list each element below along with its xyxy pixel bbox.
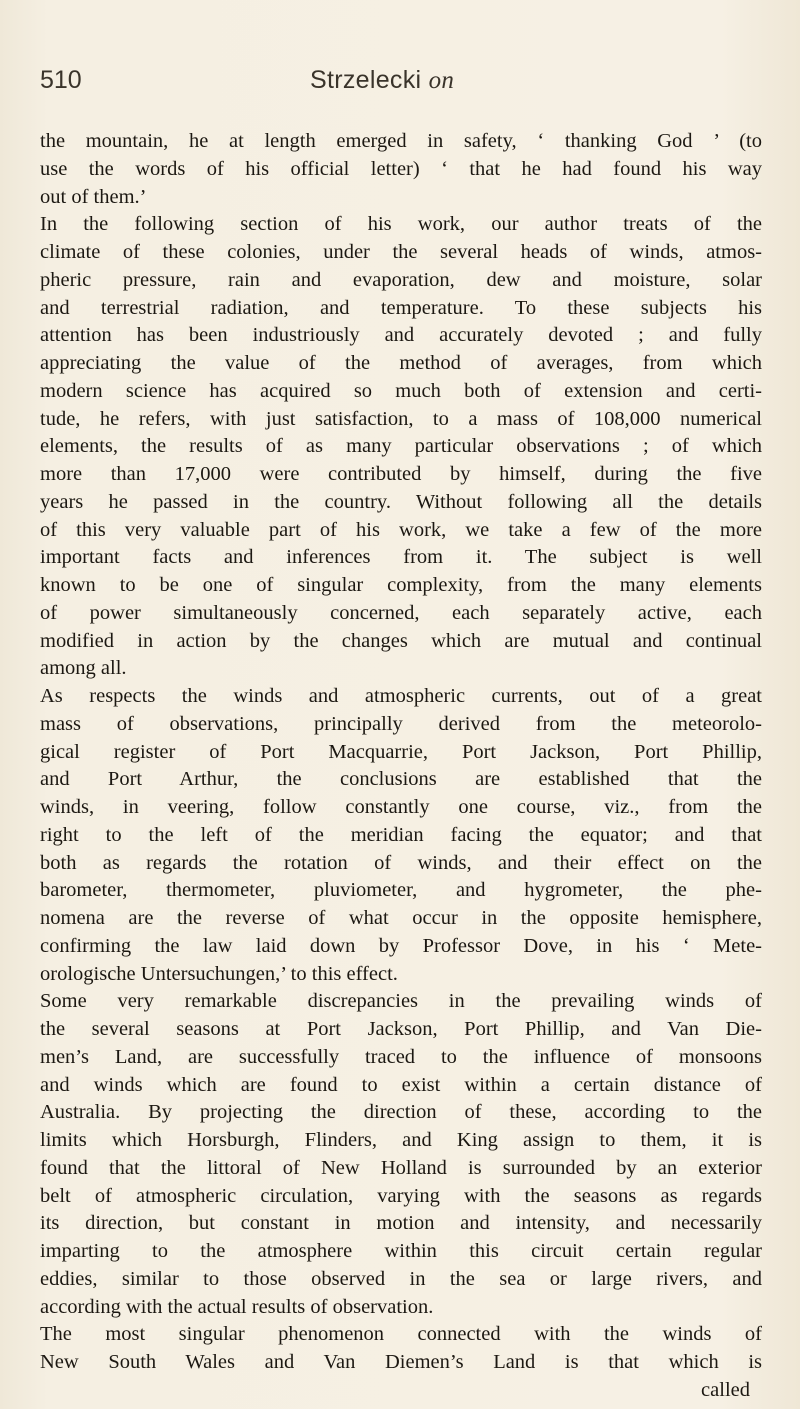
text-line: found that the littoral of New Holland is surrounded by an exterior <box>40 1156 762 1179</box>
text-line: both as regards the rotation of winds, and their effect on the <box>40 851 762 874</box>
text-line: more than 17,000 were contributed by himself, during the five <box>40 463 762 485</box>
text-line: of power simultaneously concerned, each separately active, each <box>40 601 762 624</box>
text-line: orologische Untersuchungen,’ to this effect. <box>40 962 398 985</box>
text-line: the several seasons at Port Jackson, Port Phillip, and Van Die- <box>40 1018 762 1040</box>
text-line: The most singular phenomenon connected with the winds of <box>40 1323 762 1346</box>
text-line: In the following section of his work, our author treats of the <box>40 213 762 236</box>
running-head <box>310 66 610 95</box>
text-line: imparting to the atmosphere within this circuit certain regular <box>40 1240 762 1262</box>
text-line: mass of observations, principally derived from the meteorolo- <box>40 712 762 735</box>
text-line: eddies, similar to those observed in the sea or large rivers, and <box>40 1267 762 1290</box>
text-line: gical register of Port Macquarrie, Port Jackson, Port Phillip, <box>40 740 762 763</box>
text-line: nomena are the reverse of what occur in the opposite hemisphere, <box>40 907 762 929</box>
text-line: climate of these colonies, under the several heads of winds, atmos- <box>40 241 762 263</box>
text-line: among all. <box>40 657 127 680</box>
text-line: use the words of his official letter) ‘ that he had found his way <box>40 157 762 180</box>
catchword: called <box>701 1378 750 1401</box>
text-line: New South Wales and Van Diemen’s Land is that which is <box>40 1351 762 1373</box>
text-line: men’s Land, are successfully traced to the influence of monsoons <box>40 1045 762 1068</box>
body-text <box>40 128 762 1405</box>
text-line: the mountain, he at length emerged in safety, ‘ thanking God ’ (to <box>40 130 762 152</box>
text-line: years he passed in the country. Without following all the details <box>40 490 762 513</box>
text-line: attention has been industriously and accurately devoted ; and fully <box>40 324 762 347</box>
text-line: barometer, thermometer, pluviometer, and hygrometer, the phe- <box>40 879 762 902</box>
text-line: pheric pressure, rain and evaporation, dew and moisture, solar <box>40 268 762 291</box>
text-line: tude, he refers, with just satisfaction, to a mass of 108,000 numerical <box>40 407 762 430</box>
running-title: Strzelecki <box>310 66 422 94</box>
text-line: confirming the law laid down by Professor Dove, in his ‘ Mete- <box>40 934 762 957</box>
text-line: known to be one of singular complexity, from the many elements <box>40 574 762 596</box>
text-line: As respects the winds and atmospheric currents, out of a great <box>40 685 762 707</box>
text-line: right to the left of the meridian facing the equator; and that <box>40 823 762 846</box>
text-line: out of them.’ <box>40 185 147 208</box>
text-line: important facts and inferences from it. The subject is well <box>40 546 762 569</box>
text-line: according with the actual results of observation. <box>40 1295 434 1318</box>
text-line: and Port Arthur, the conclusions are established that the <box>40 768 762 791</box>
text-line: and winds which are found to exist within a certain distance of <box>40 1073 762 1096</box>
text-line: elements, the results of as many particular observations ; of which <box>40 435 762 458</box>
text-line: limits which Horsburgh, Flinders, and King assign to them, it is <box>40 1129 762 1151</box>
text-line: appreciating the value of the method of averages, from which <box>40 352 762 374</box>
text-line: Some very remarkable discrepancies in the prevailing winds of <box>40 990 762 1013</box>
text-line: belt of atmospheric circulation, varying with the seasons as regards <box>40 1184 762 1207</box>
text-line: winds, in veering, follow constantly one course, viz., from the <box>40 796 762 818</box>
text-line: of this very valuable part of his work, we take a few of the more <box>40 518 762 541</box>
text-line: Australia. By projecting the direction of these, according to the <box>40 1101 762 1124</box>
running-title-italic: on <box>428 67 455 94</box>
page-header <box>40 66 760 106</box>
text-line: modern science has acquired so much both of extension and certi- <box>40 379 762 402</box>
text-line: and terrestrial radiation, and temperature. To these subjects his <box>40 296 762 319</box>
text-line: modified in action by the changes which are mutual and continual <box>40 629 762 652</box>
text-line: its direction, but constant in motion and intensity, and necessarily <box>40 1212 762 1235</box>
page-number: 510 <box>40 66 82 94</box>
